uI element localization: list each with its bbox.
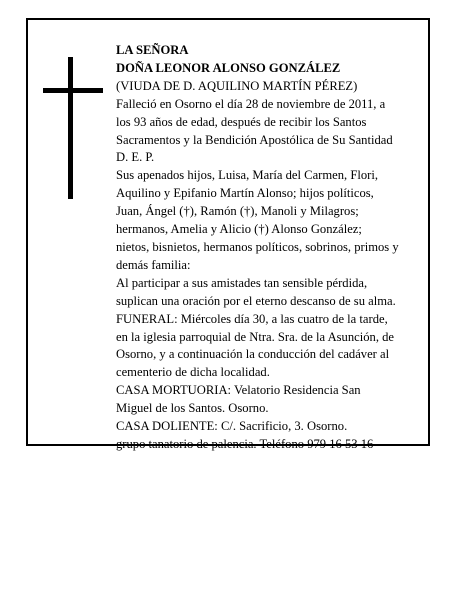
- casa-mortuoria: CASA MORTUORIA: Velatorio Residencia San Miguel de los Santos. Osorno.: [116, 383, 361, 416]
- notice-title: LA SEÑORA: [116, 43, 189, 57]
- casa-doliente: CASA DOLIENTE: C/. Sacrificio, 3. Osorno.: [116, 419, 348, 434]
- deceased-name: DOÑA LEONOR ALONSO GONZÁLEZ: [116, 60, 341, 75]
- funeral-home-contact: grupo tanatorio de palencia. Teléfono 979 16 53 16: [116, 436, 374, 451]
- prayer-request: Al participar a sus amistades tan sensible pérdida, suplican una oración por el eterno descanso de su alma.: [116, 275, 396, 308]
- death-details: Falleció en Osorno el día 28 de noviembre de 2011, a los 93 años de edad, después de recibir los Santos Sacramentos y la Bendición Apostólica de Su Santidad D. E. P.: [116, 96, 393, 165]
- family-list: Sus apenados hijos, Luisa, María del Carmen, Flori, Aquilino y Epifanio Martín Alonso; hijos políticos, Juan, Ángel (†), Ramón (†), Manoli y Milagros; hermanos, Amelia y Alicio (†) Alonso González; nietos, bisnietos, hermanos políticos, sobrinos, primos y demás familia:: [116, 168, 399, 272]
- latin-cross-icon: [43, 57, 103, 199]
- notice-text: [116, 42, 428, 454]
- funeral-details: FUNERAL: Miércoles día 30, a las cuatro de la tarde, en la iglesia parroquial de Ntra. Sra. de la Asunción, de Osorno, y a continuación la conducción del cadáver al cementerio de dicha localidad.: [116, 311, 395, 380]
- cross-vertical-bar: [68, 57, 73, 199]
- widow-of: (VIUDA DE D. AQUILINO MARTÍN PÉREZ): [116, 78, 358, 93]
- cross-horizontal-bar: [43, 88, 103, 93]
- obituary-notice: [26, 18, 430, 451]
